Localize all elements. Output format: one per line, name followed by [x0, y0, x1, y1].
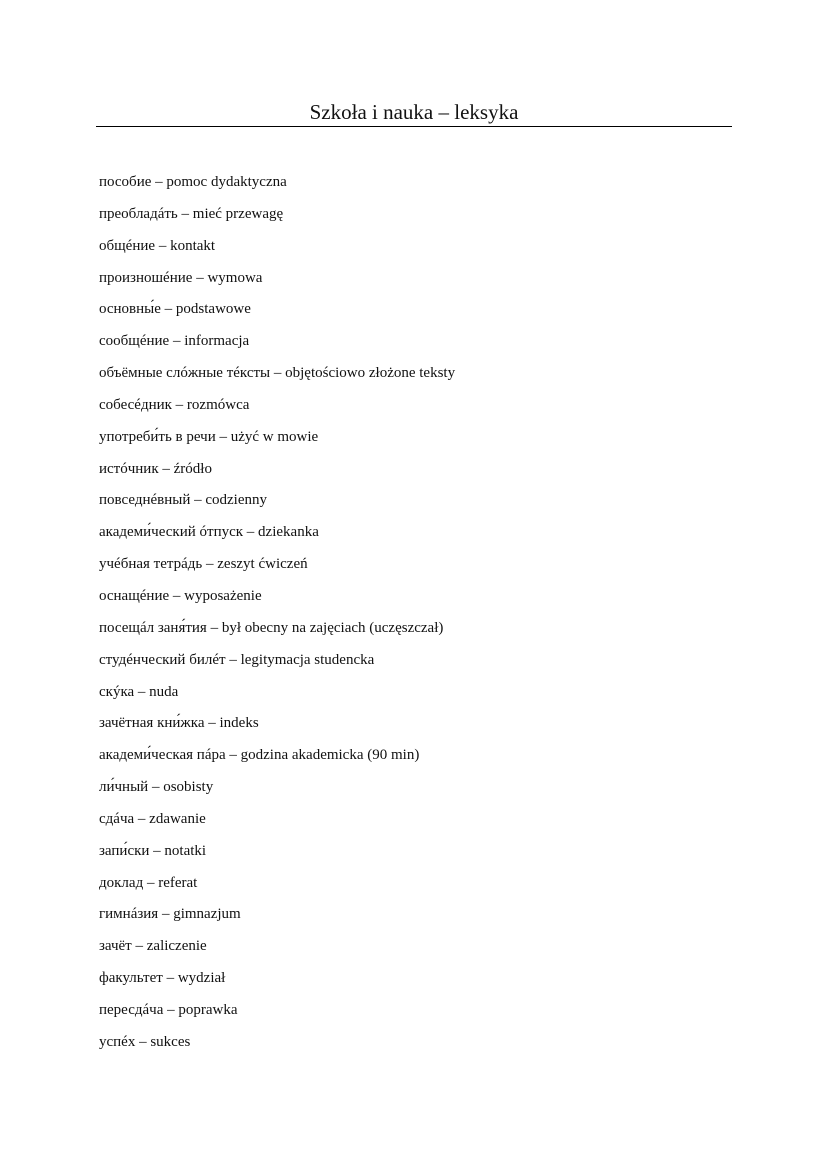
term-separator: – [246, 524, 255, 541]
vocabulary-item [99, 235, 455, 267]
polish-translation: osobisty [163, 779, 214, 796]
term-separator: – [229, 747, 237, 764]
term-separator: – [210, 619, 219, 636]
russian-term: повседнéвный [99, 492, 191, 509]
polish-translation: poprawka [178, 1001, 238, 1018]
vocabulary-item [99, 967, 455, 999]
polish-translation: rozmówca [186, 396, 250, 413]
vocabulary-item [99, 203, 455, 235]
russian-term: студéнческий билéт [99, 651, 226, 668]
russian-term: сообщéние [99, 333, 170, 350]
polish-translation: gimnazjum [173, 906, 241, 923]
vocabulary-item [99, 489, 455, 521]
polish-translation: indeks [219, 715, 259, 732]
term-separator: – [196, 269, 204, 286]
term-separator: – [158, 237, 167, 254]
polish-translation: użyć w mowie [230, 428, 319, 445]
page-title: Szkoła i nauka – leksyka [309, 100, 519, 124]
vocabulary-item [99, 935, 455, 967]
term-separator: – [206, 556, 214, 573]
term-separator: – [161, 906, 170, 923]
polish-translation: codzienny [205, 492, 267, 509]
vocabulary-list [99, 171, 455, 1063]
vocabulary-item [99, 999, 455, 1031]
polish-translation: wyposażenie [184, 587, 262, 604]
vocabulary-item [99, 553, 455, 585]
term-separator: – [172, 587, 181, 604]
vocabulary-item [99, 617, 455, 649]
russian-term: посещáл заня́тия [99, 619, 207, 636]
term-separator: – [164, 301, 173, 318]
vocabulary-item [99, 712, 455, 744]
vocabulary-item [99, 776, 455, 808]
vocabulary-item [99, 330, 455, 362]
term-separator: – [219, 428, 227, 445]
vocabulary-item [99, 808, 455, 840]
russian-term: успéх [99, 1033, 136, 1050]
vocabulary-item [99, 903, 455, 935]
term-separator: – [135, 938, 143, 955]
polish-translation: sukces [150, 1033, 191, 1050]
polish-translation: informacja [184, 333, 250, 350]
term-separator: – [153, 842, 161, 859]
term-separator: – [194, 492, 202, 509]
polish-translation: źródło [173, 460, 212, 477]
vocabulary-item [99, 840, 455, 872]
polish-translation: godzina akademicka (90 min) [240, 747, 420, 764]
vocabulary-item [99, 394, 455, 426]
russian-term: учéбная тетрáдь [99, 556, 203, 573]
russian-term: гимнáзия [99, 906, 159, 923]
russian-term: факультет [99, 970, 163, 987]
polish-translation: mieć przewagę [192, 205, 284, 222]
russian-term: оснащéние [99, 587, 170, 604]
polish-translation: wydział [177, 970, 226, 987]
term-separator: – [155, 174, 163, 190]
polish-translation: objętościowo złożone teksty [285, 365, 456, 382]
term-separator: – [172, 333, 181, 350]
russian-term: академи́ческий óтпуск [99, 524, 244, 541]
vocabulary-item [99, 521, 455, 553]
polish-translation: nuda [149, 683, 179, 700]
term-separator: – [137, 810, 146, 827]
term-separator: – [167, 1001, 175, 1018]
russian-term: истóчник [99, 460, 159, 477]
polish-translation: kontakt [170, 237, 216, 254]
polish-translation: zeszyt ćwiczeń [217, 556, 308, 573]
polish-translation: pomoc dydaktyczna [166, 174, 287, 190]
russian-term: сдáча [99, 810, 135, 827]
russian-term: скýка [99, 683, 135, 700]
term-separator: – [139, 1033, 147, 1050]
russian-term: зачётная кни́жка [99, 715, 205, 732]
vocabulary-item [99, 458, 455, 490]
russian-term: академи́ческая пáра [99, 747, 226, 764]
term-separator: – [146, 874, 155, 891]
russian-term: произношéние [99, 269, 193, 286]
vocabulary-item [99, 872, 455, 904]
term-separator: – [166, 970, 175, 987]
russian-term: употреби́ть в речи [99, 428, 216, 445]
russian-term: ли́чный [99, 779, 149, 796]
vocabulary-item [99, 585, 455, 617]
polish-translation: zdawanie [149, 810, 206, 827]
polish-translation: referat [158, 874, 198, 891]
vocabulary-item [99, 1031, 455, 1063]
polish-translation: był obecny na zajęciach (uczęszczał) [221, 619, 444, 636]
term-separator: – [175, 396, 184, 413]
polish-translation: legitymacja studencka [240, 651, 375, 668]
russian-term: доклад [99, 874, 144, 891]
vocabulary-item [99, 681, 455, 713]
term-separator: – [151, 779, 160, 796]
russian-term: зачёт [99, 938, 132, 955]
polish-translation: zaliczenie [146, 938, 207, 955]
vocabulary-item [99, 171, 455, 203]
russian-term: пересдáча [99, 1001, 164, 1018]
russian-term: собесéдник [99, 396, 172, 413]
russian-term: преобладáть [99, 205, 178, 222]
vocabulary-item [99, 267, 455, 299]
polish-translation: notatki [164, 842, 207, 859]
term-separator: – [273, 365, 282, 382]
vocabulary-item [99, 649, 455, 681]
term-separator: – [137, 683, 146, 700]
term-separator: – [181, 205, 190, 222]
russian-term: общéние [99, 237, 156, 254]
vocabulary-item [99, 298, 455, 330]
vocabulary-item [99, 744, 455, 776]
russian-term: объёмные слóжные тéксты [99, 365, 271, 382]
polish-translation: wymowa [207, 269, 263, 286]
term-separator: – [208, 715, 216, 732]
term-separator: – [229, 651, 237, 668]
polish-translation: dziekanka [258, 524, 319, 541]
russian-term: пособие [99, 174, 152, 190]
russian-term: запи́ски [99, 842, 150, 859]
term-separator: – [162, 460, 170, 477]
russian-term: основны́е [99, 301, 161, 318]
vocabulary-item [99, 362, 455, 394]
polish-translation: podstawowe [175, 301, 251, 318]
vocabulary-item [99, 426, 455, 458]
title-underline [96, 126, 732, 127]
